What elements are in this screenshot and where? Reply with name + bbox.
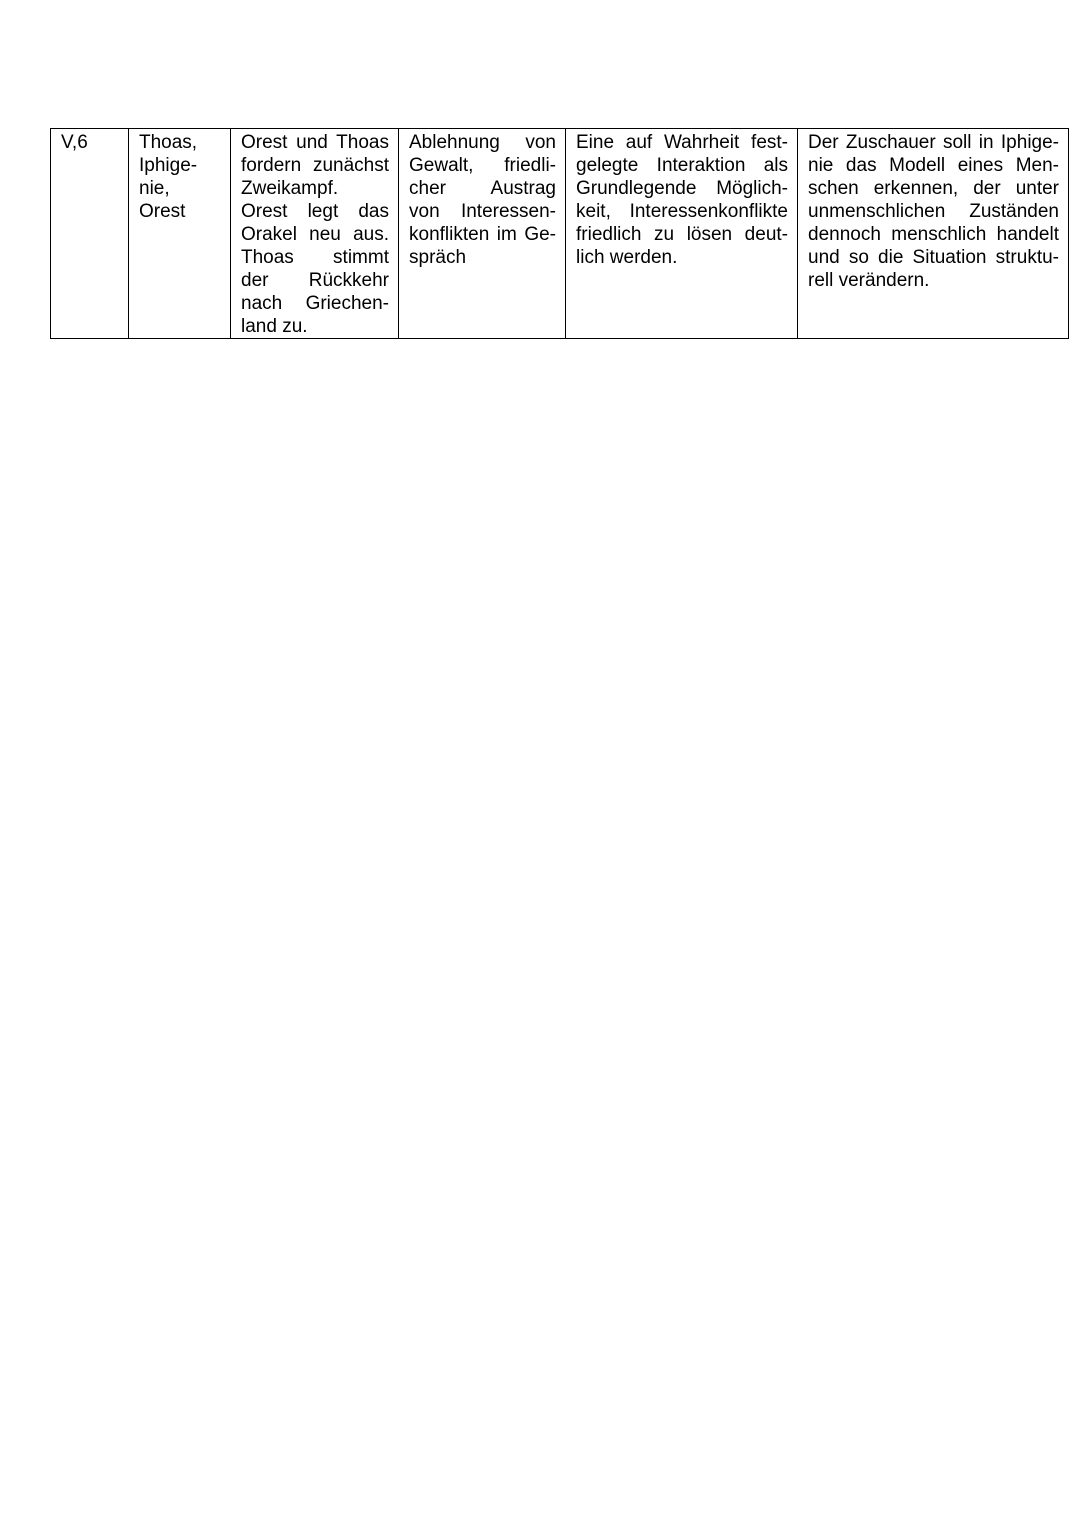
scene-cell (51, 129, 129, 339)
intention-line: und so die Situation struktu- (808, 247, 1059, 268)
interpretation-line: gelegte Interaktion als (576, 155, 788, 176)
meaning-line: Gewalt, friedli- (409, 155, 556, 176)
scene-text: V,6 (61, 132, 88, 153)
content-cell (231, 129, 399, 339)
characters-line: Orest (139, 201, 186, 222)
meaning-line: Ablehnung von (409, 132, 556, 153)
meaning-line: von Interessen- (409, 201, 556, 222)
intention-line: dennoch menschlich handelt (808, 224, 1059, 245)
characters-line: nie, (139, 178, 170, 199)
meaning-cell (399, 129, 566, 339)
content-line: nach Griechen- (241, 293, 389, 314)
characters-line: Thoas, (139, 132, 198, 153)
document-table (50, 128, 1069, 339)
intention-line: schen erkennen, der unter (808, 178, 1059, 199)
intention-line: Der Zuschauer soll in Iphige- (808, 132, 1059, 153)
meaning-line: konflikten im Ge- (409, 224, 556, 245)
intention-line: unmenschlichen Zuständen (808, 201, 1059, 222)
characters-cell (129, 129, 231, 339)
interpretation-line: Grundlegende Möglich- (576, 178, 788, 199)
intention-cell (798, 129, 1069, 339)
content-line: land zu. (241, 316, 308, 337)
table-row (51, 129, 1069, 339)
content-line: Zweikampf. (241, 178, 339, 199)
content-line: fordern zunächst (241, 155, 389, 176)
meaning-line: spräch (409, 247, 467, 268)
interpretation-line: lich werden. (576, 247, 678, 268)
characters-line: Iphige- (139, 155, 198, 176)
interpretation-line: friedlich zu lösen deut- (576, 224, 788, 245)
intention-line: rell verändern. (808, 270, 930, 291)
interpretation-line: keit, Interessenkonflikte (576, 201, 788, 222)
content-line: Orakel neu aus. (241, 224, 389, 245)
interpretation-cell (566, 129, 798, 339)
interpretation-line: Eine auf Wahrheit fest- (576, 132, 788, 153)
content-line: Thoas stimmt (241, 247, 389, 268)
meaning-line: cher Austrag (409, 178, 556, 199)
content-line: Orest legt das (241, 201, 389, 222)
intention-line: nie das Modell eines Men- (808, 155, 1059, 176)
content-line: der Rückkehr (241, 270, 389, 291)
content-line: Orest und Thoas (241, 132, 389, 153)
